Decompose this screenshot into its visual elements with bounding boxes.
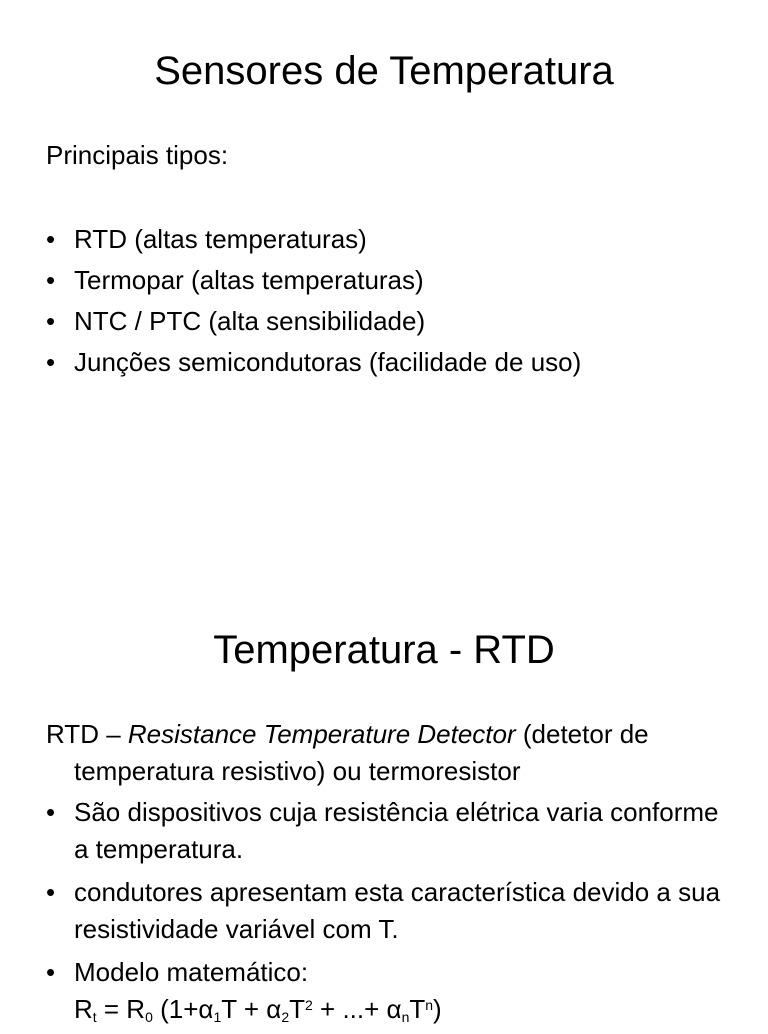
slide-title: Temperatura - RTD [213, 628, 555, 672]
bullet-icon: • [46, 224, 56, 254]
list-item-text: RTD (altas temperaturas) [74, 224, 367, 254]
list-item-text: São dispositivos cuja resistência elétrica varia conforme a temperatura. [74, 797, 719, 864]
bullet-icon: • [46, 265, 56, 295]
definition-suffix: (detetor de temperatura resistivo) ou termoresistor [74, 719, 649, 786]
list-item-text: Junções semicondutoras (facilidade de uso) [74, 347, 582, 377]
intro-text: Principais tipos: [46, 140, 229, 170]
slide-title: Sensores de Temperatura [154, 49, 614, 93]
list-item-text: condutores apresentam esta característica devido a sua resistividade variável com T. [74, 877, 721, 944]
alpha-symbol: α [386, 994, 402, 1024]
list-item-text: NTC / PTC (alta sensibilidade) [74, 306, 426, 336]
list-item [46, 954, 736, 1028]
bullet-icon: • [46, 877, 56, 907]
list-item [46, 794, 736, 868]
sensor-type-list [46, 219, 736, 383]
list-item [46, 219, 736, 260]
list-item-text: Termopar (altas temperaturas) [74, 265, 424, 295]
math-formula: $R_t = R_0$ ($1+\alpha_1T + \alpha_2T^2$ + ...+ $\alpha_nT^n$) [74, 994, 442, 1025]
list-item [46, 260, 736, 301]
alpha-symbol: α [266, 994, 282, 1024]
bullet-icon: • [46, 306, 56, 336]
list-item [46, 874, 736, 948]
list-item [46, 342, 736, 383]
alpha-symbol: α [198, 994, 214, 1024]
rtd-definition [46, 716, 754, 790]
slide-rtd [0, 560, 768, 1024]
definition-prefix: RTD – [46, 719, 128, 749]
list-item [46, 301, 736, 342]
bullet-icon: • [46, 797, 56, 827]
bullet-icon: • [46, 347, 56, 377]
definition-term: Resistance Temperature Detector [127, 719, 516, 749]
rtd-facts-list [46, 794, 736, 1034]
bullet-icon: • [46, 957, 56, 987]
list-item-text: Modelo matemático: [74, 957, 309, 987]
